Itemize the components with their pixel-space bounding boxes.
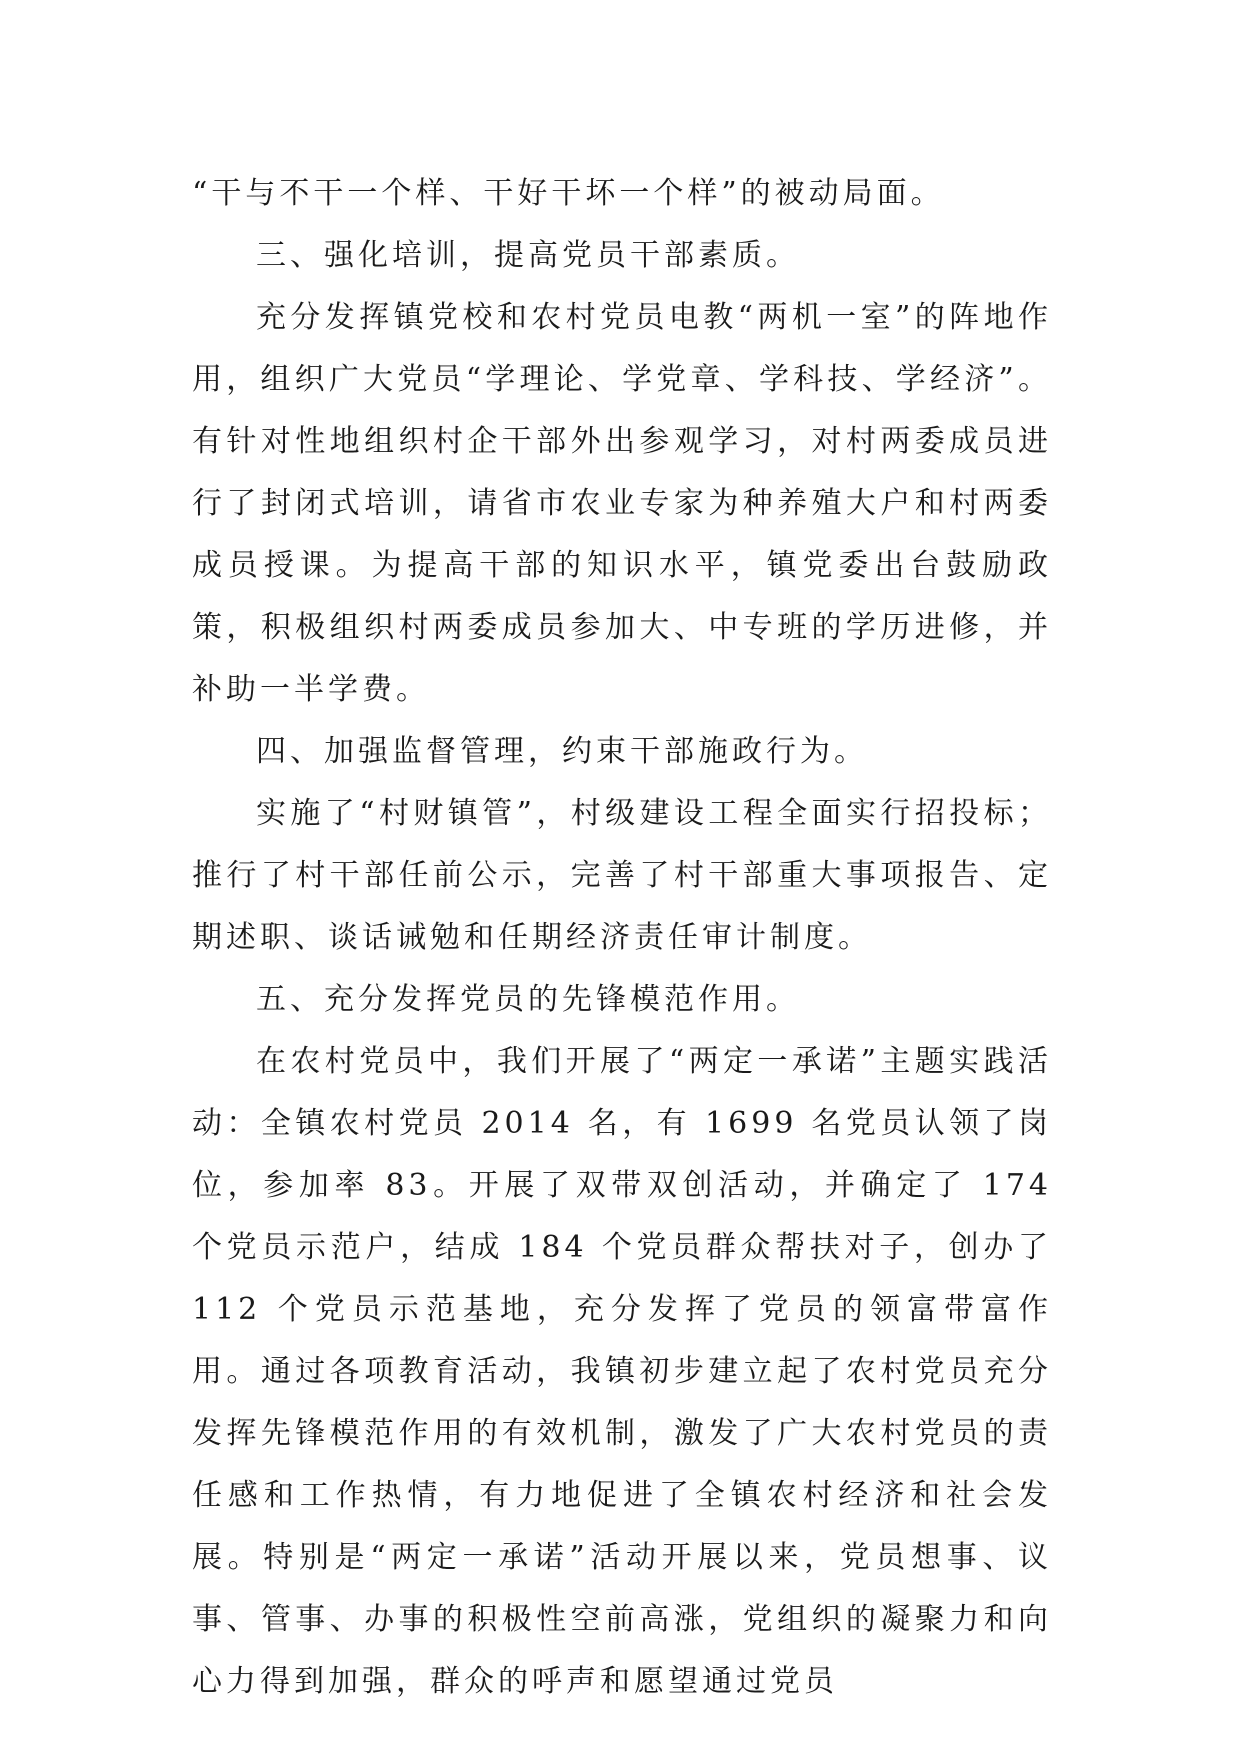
section-heading-4: 四、加强监督管理，约束干部施政行为。: [256, 734, 868, 769]
paragraph-pioneer-role: 在农村党员中，我们开展了“两定一承诺”主题实践活动：全镇农村党员 2014 名，有 1699 名党员认领了岗位，参加率 83。开展了双带双创活动，并确定了 174 个党员示范户，结成 184 个党员群众帮扶对子，创办了 112 个党员示范基地，充分发挥了党员的领富带富作用。通过各项教育活动，我镇初步建立起了农村党员充分发挥先锋模范作用的有效机制，激发了广大农村党员的责任感和工作热情，有力地促进了全镇农村经济和社会发展。特别是“两定一承诺”活动开展以来，党员想事、议事、管事、办事的积极性空前高涨，党组织的凝聚力和向心力得到加强，群众的呼声和愿望通过党员: [192, 1044, 1052, 1699]
paragraph-continuation: “干与不干一个样、干好干坏一个样”的被动局面。: [192, 176, 945, 211]
section-heading-5: 五、充分发挥党员的先锋模范作用。: [256, 982, 800, 1017]
section-heading-3: 三、强化培训，提高党员干部素质。: [256, 238, 800, 273]
document-page: [192, 163, 1052, 1713]
paragraph-training: 充分发挥镇党校和农村党员电教“两机一室”的阵地作用，组织广大党员“学理论、学党章、学科技、学经济”。有针对性地组织村企干部外出参观学习，对村两委成员进行了封闭式培训，请省市农业专家为种养殖大户和村两委成员授课。为提高干部的知识水平，镇党委出台鼓励政策，积极组织村两委成员参加大、中专班的学历进修，并补助一半学费。: [192, 300, 1052, 707]
paragraph-supervision: 实施了“村财镇管”，村级建设工程全面实行招投标；推行了村干部任前公示，完善了村干部重大事项报告、定期述职、谈话诫勉和任期经济责任审计制度。: [192, 796, 1052, 955]
